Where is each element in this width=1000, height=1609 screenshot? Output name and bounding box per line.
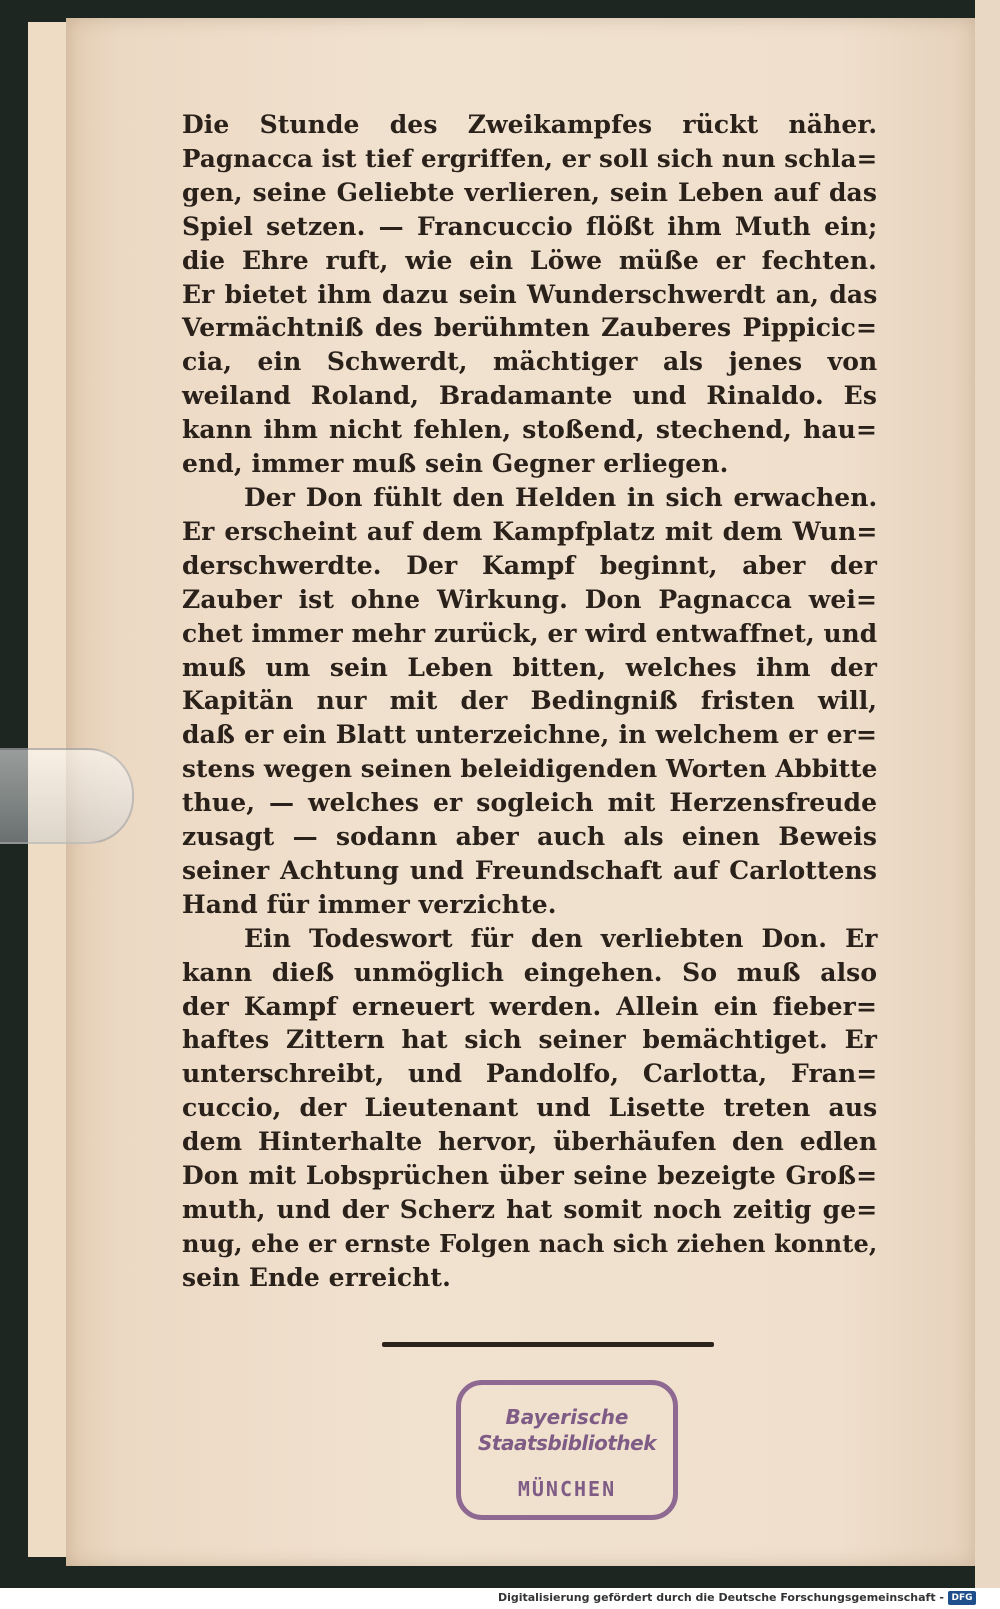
text-line: dem Hinterhalte hervor, überhäufen den edlen: [182, 1127, 878, 1157]
glass-clip: [0, 748, 134, 844]
text-line: seiner Achtung und Freundschaft auf Carlottens: [182, 855, 877, 885]
funding-credit: Digitalisierung gefördert durch die Deutsche Forschungsgemeinschaft -: [497, 1591, 944, 1604]
stamp-line-1: Bayerische: [505, 1405, 629, 1429]
text-line: cia, ein Schwerdt, mächtiger als jenes von: [182, 347, 878, 377]
text-line: Hand für immer verzichte.: [182, 889, 557, 919]
text-line: Vermächtniß des berühmten Zauberes Pippicic=: [182, 313, 877, 343]
text-line: gen, seine Geliebte verlieren, sein Leben auf das: [182, 177, 877, 207]
text-line: Ein Todeswort für den verliebten Don. Er: [244, 923, 878, 953]
text-line: Er bietet ihm dazu sein Wunderschwerdt an, das: [182, 279, 878, 309]
text-line: chet immer mehr zurück, er wird entwaffnet, und: [182, 618, 878, 648]
text-line: unterschreibt, und Pandolfo, Carlotta, Fran=: [182, 1059, 878, 1089]
stamp-line-2: Staatsbibliothek: [477, 1431, 657, 1455]
paragraph-2: [182, 481, 877, 922]
paragraph-1: [182, 108, 877, 481]
text-line: haftes Zittern hat sich seiner bemächtiget. Er: [182, 1025, 877, 1055]
text-line: Zauber ist ohne Wirkung. Don Pagnacca wei=: [182, 584, 878, 614]
text-line: end, immer muß sein Gegner erliegen.: [182, 449, 729, 479]
text-line: zusagt — sodann aber auch als einen Beweis: [182, 822, 877, 852]
text-line: Don mit Lobsprüchen über seine bezeigte Groß=: [182, 1161, 878, 1191]
text-line: Spiel setzen. — Francuccio flößt ihm Muth ein;: [182, 211, 878, 241]
text-line: thue, — welches er sogleich mit Herzensfreude: [182, 788, 878, 818]
text-line: Pagnacca ist tief ergriffen, er soll sich nun schla=: [182, 143, 878, 173]
text-line: muß um sein Leben bitten, welches ihm der: [182, 652, 877, 682]
text-line: muth, und der Scherz hat somit noch zeitig ge=: [182, 1195, 878, 1224]
text-line: Er erscheint auf dem Kampfplatz mit dem Wun=: [182, 516, 878, 546]
footer-bar: [0, 1588, 1000, 1609]
page-text: [182, 108, 877, 1295]
text-line: Der Don fühlt den Helden in sich erwachen.: [244, 482, 878, 512]
text-line: daß er ein Blatt unterzeichne, in welchem er er=: [182, 720, 877, 750]
text-line: cuccio, der Lieutenant und Lisette treten aus: [182, 1093, 878, 1123]
text-line: kann ihm nicht fehlen, stoßend, stechend, hau=: [182, 415, 877, 445]
text-line: sein Ende erreicht.: [182, 1262, 451, 1292]
stamp-line-3: MÜNCHEN: [517, 1477, 617, 1501]
text-line: stens wegen seinen beleidigenden Worten Abbitte: [182, 754, 878, 784]
text-line: der Kampf erneuert werden. Allein ein fieber=: [182, 991, 877, 1021]
text-line: die Ehre ruft, wie ein Löwe müße er fechten.: [182, 245, 877, 275]
text-line: Die Stunde des Zweikampfes rückt näher.: [182, 110, 878, 139]
text-line: kann dieß unmöglich eingehen. So muß also: [182, 957, 878, 987]
text-line: Kapitän nur mit der Bedingniß fristen will,: [182, 686, 878, 716]
text-line: nug, ehe er ernste Folgen nach sich ziehen konnte,: [182, 1228, 878, 1258]
text-line: derschwerdte. Der Kampf beginnt, aber der: [182, 550, 877, 580]
dfg-logo-icon: DFG: [948, 1591, 976, 1605]
paragraph-3: [182, 922, 877, 1295]
section-rule: [382, 1342, 714, 1347]
next-page-strip: [975, 0, 1000, 1588]
text-line: weiland Roland, Bradamante und Rinaldo. Es: [182, 381, 877, 411]
library-stamp: [456, 1380, 678, 1520]
